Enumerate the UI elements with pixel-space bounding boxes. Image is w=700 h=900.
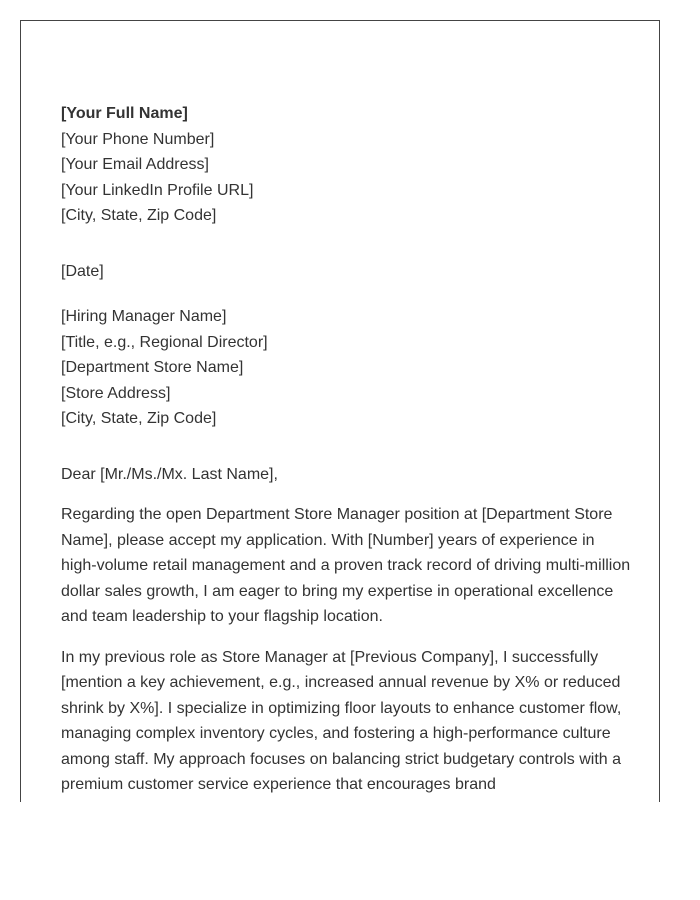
recipient-name: [Hiring Manager Name] [61,308,227,325]
sender-linkedin: [Your LinkedIn Profile URL] [61,181,254,199]
recipient-address: [Store Address] [61,384,171,402]
recipient-location: [City, State, Zip Code] [61,410,217,427]
salutation: Dear [Mr./Ms./Mx. Last Name], [61,465,278,483]
sender-phone: [Your Phone Number] [61,130,215,148]
letter-date: [Date] [61,262,104,280]
sender-name: [Your Full Name] [61,105,188,122]
recipient-store: [Department Store Name] [61,359,244,376]
recipient-block [61,304,631,432]
sender-email: [Your Email Address] [61,156,209,173]
sender-location: [City, State, Zip Code] [61,207,217,224]
body-paragraph-2: In my previous role as Store Manager at [Previous Company], I successfully [mention a key achievement, e.g., increased annual revenue by X% or reduced shrink by X%]. I specialize in optimizing floor layouts to enhance customer flow, managing complex inventory cycles, and fostering a high-performance culture among staff. My approach focuses on balancing strict budgetary controls with a premium customer service experience that encourages brand [61,648,622,793]
letter-page [20,20,660,802]
recipient-title: [Title, e.g., Regional Director] [61,333,268,351]
letter-content [61,101,631,798]
date-block [61,259,631,285]
sender-block [61,101,631,229]
body-paragraph-1: Regarding the open Department Store Manager position at [Department Store Name], please accept my application. With [Number] years of experience in high-volume retail management and a proven track record of driving multi-million dollar sales growth, I am eager to bring my expertise in operational excellence and team leadership to your flagship location. [61,506,631,625]
